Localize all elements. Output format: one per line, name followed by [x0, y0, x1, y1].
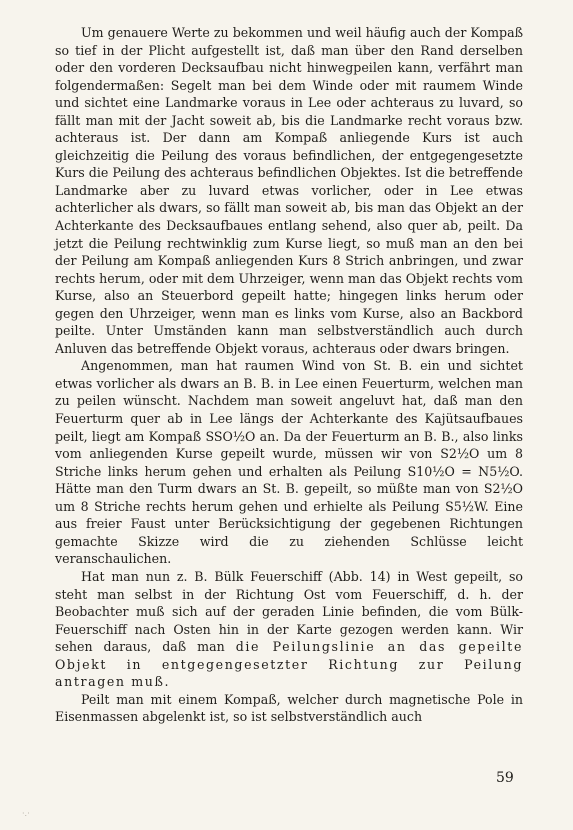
paragraph-4-text: Peilt man mit einem Kompaß, welcher durch magnetische Pole in Eisenmassen abgelenkt ist, so ist selbstverständlich auch: [55, 691, 523, 725]
paragraph-1-text: Um genauere Werte zu bekommen und weil häufig auch der Kompaß so tief in der Plicht aufgestellt ist, daß man über den Rand derselben oder den vorderen Decksaufbau nicht hinwegpeilen kann, verfährt man folgendermaßen: Segelt man bei dem Winde oder mit raumem Winde und sichtet eine Landmarke voraus in Lee oder achteraus zu luvard, so fällt man mit der Jacht soweit ab, bis die Landmarke recht voraus bzw. achteraus ist. Der dann am Kompaß anliegende Kurs ist auch gleichzeitig die Peilung des voraus befindlichen, der entgegengesetzte Kurs die Peilung des achteraus befindlichen Objektes. Ist die betreffende Landmarke aber zu luvard etwas vorlicher, oder in Lee etwas achterlicher als dwars, so fällt man soweit ab, bis man das Objekt an der Achterkante des Decksaufbaues entlang sehend, also quer ab, peilt. Da jetzt die Peilung rechtwinklig zum Kurse liegt, so muß man an den bei der Peilung am Kompaß anliegenden Kurs 8 Strich anbringen, und zwar rechts herum, oder mit dem Uhrzeiger, wenn man das Objekt rechts vom Kurse, also an Steuerbord gepeilt hatte; hingegen links herum oder gegen den Uhrzeiger, wenn man es links vom Kurse, also an Backbord peilte. Unter Umständen kann man selbstverständlich auch durch Anluven das betreffende Objekt voraus, achteraus oder dwars bringen.: [55, 25, 523, 356]
paragraph-2: [55, 357, 523, 568]
paper-speck-mark: ·.·: [22, 809, 30, 818]
paragraph-2-text: Angenommen, man hat raumen Wind von St. B. ein und sichtet etwas vorlicher als dwars an B. B. in Lee einen Feuerturm, welchen man zu peilen wünscht. Nachdem man soweit angeluvt hat, daß man den Feuerturm quer ab in Lee längs der Achterkante des Kajütsaufbaues peilt, liegt am Kompaß SSO½O an. Da der Feuerturm an B. B., also links vom anliegenden Kurse gepeilt wurde, müssen wir von S2½O um 8 Striche links herum gehen und erhalten als Peilung S10½O = N5½O. Hätte man den Turm dwars an St. B. gepeilt, so müßte man von S2½O um 8 Striche rechts herum gehen und erhielte als Peilung S5½W. Eine aus freier Faust unter Berücksichtigung der gegebenen Richtungen gemachte Skizze wird die zu ziehenden Schlüsse leicht veranschaulichen.: [55, 358, 523, 567]
paragraph-1: [55, 24, 523, 357]
page-number: 59: [496, 770, 514, 786]
body-text: [55, 24, 523, 726]
emphasized-rule: die Peilungslinie an das gepeilte Objekt in entgegengesetzter Richtung zur Peilung antragen muß.: [55, 639, 524, 690]
paragraph-3: [55, 568, 523, 691]
paragraph-4: [55, 691, 523, 726]
paragraph-3-text: Hat man nun z. B. Bülk Feuerschiff (Abb. 14) in West gepeilt, so steht man selbst in der Richtung Ost vom Feuerschiff, d. h. der Beobachter muß sich auf der geraden Linie befinden, die vom Bülk-Feuerschiff nach Osten hin in der Karte gezogen werden kann. Wir sehen daraus, daß man: [55, 568, 523, 655]
